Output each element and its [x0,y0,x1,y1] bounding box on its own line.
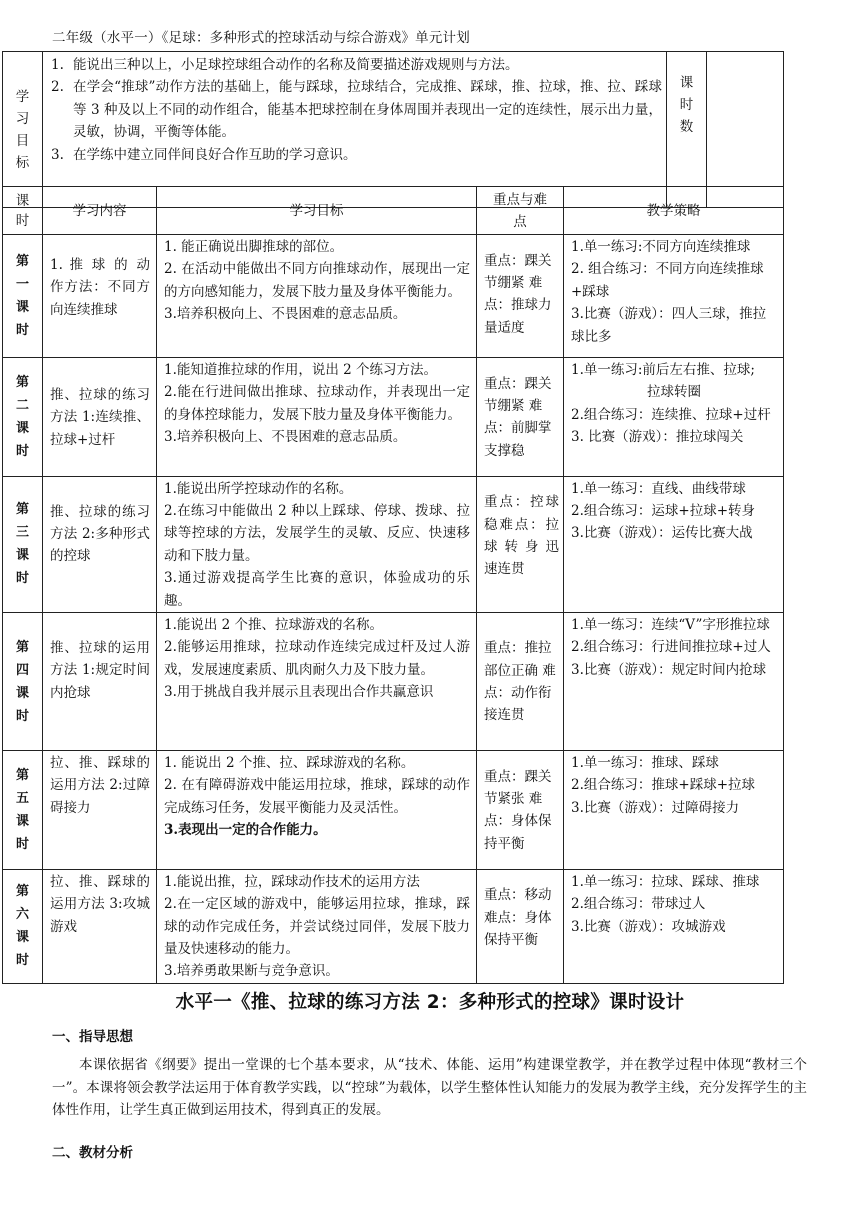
header-objectives: 学习目标 [157,187,477,235]
lesson-plan-table [2,186,784,984]
goal-item-3: 3. 在学练中建立同伴间良好合作互助的学习意识。 [51,146,357,163]
lesson-strategy-3: 1.单一练习：直线、曲线带球 2.组合练习：运球+拉球+转身 3.比赛（游戏）：运传比赛大战 [564,476,784,612]
lesson-label-6: 第 六 课 时 [3,869,43,983]
lesson-label-3: 第 三 课 时 [3,476,43,612]
lesson-keypoints-5: 重点：踝关节紧张 难点：身体保持平衡 [477,751,564,870]
lesson-keypoints-3: 重点：控球稳难点：拉球 转 身 迅速连贯 [477,476,564,612]
lesson-row-1 [3,235,784,358]
lesson-design-title: 水平一《推、拉球的练习方法 2：多种形式的控球》课时设计 [175,992,685,1013]
lesson-objectives-2: 1.能知道推拉球的作用，说出 2 个练习方法。 2.能在行进间做出推球、拉球动作，并表现出一定的身体控球能力，发展下肢力量及身体平衡能力。 3.培养积极向上、不畏困难的意志品质。 [157,358,477,477]
unit-plan-title: 二年级（水平一）《足球：多种形式的控球活动与综合游戏》单元计划 [52,30,470,46]
learning-goals-list [43,52,667,208]
lesson-row-3 [3,476,784,612]
section-heading-material-analysis: 二、教材分析 [52,1145,133,1161]
lesson-label-1: 第 一 课 时 [3,235,43,358]
lesson-content-4: 推、拉球的运用方法 1:规定时间内抢球 [43,613,157,751]
lesson-content-6: 拉、推、踩球的运用方法 3:攻城游戏 [43,869,157,983]
header-keypoints: 重点与难 点 [477,187,564,235]
lesson-content-2: 推、拉球的练习方法 1:连续推、拉球+过杆 [43,358,157,477]
lesson-strategy-5: 1.单一练习：推球、踩球 2.组合练习：推球+踩球+拉球 3.比赛（游戏）：过障碍接力 [564,751,784,870]
table-header-row [3,187,784,235]
section-heading-guiding-thought: 一、指导思想 [52,1029,133,1045]
lesson-objectives-1: 1. 能正确说出脚推球的部位。 2. 在活动中能做出不同方向推球动作，展现出一定的方向感知能力，发展下肢力量及身体平衡能力。 3.培养积极向上、不畏困难的意志品质。 [157,235,477,358]
lesson-label-4: 第 四 课 时 [3,613,43,751]
lesson-strategy-6: 1.单一练习：拉球、踩球、推球 2.组合练习：带球过人 3.比赛（游戏）：攻城游戏 [564,869,784,983]
goal-item-1: 1. 能说出三种以上，小足球控球组合动作的名称及简要描述游戏规则与方法。 [51,57,519,73]
lesson-row-5 [3,751,784,870]
lesson-keypoints-4: 重点：推拉部位正确 难点：动作衔接连贯 [477,613,564,751]
header-lesson: 课 时 [3,187,43,235]
lesson-label-2: 第 二 课 时 [3,358,43,477]
lesson-keypoints-2: 重点：踝关节绷紧 难点：前脚掌支撑稳 [477,358,564,477]
lesson-objectives-4: 1.能说出 2 个推、拉球游戏的名称。 2.能够运用推球，拉球动作连续完成过杆及过人游戏，发展速度素质、肌肉耐久力及下肢力量。 3.用于挑战自我并展示且表现出合作共赢意识 [157,613,477,751]
lesson-label-5: 第 五 课 时 [3,751,43,870]
lesson-strategy-2: 1.单一练习:前后左右推、拉球; 拉球转圈 2.组合练习：连续推、拉球+过杆 3. 比赛（游戏）：推拉球闯关 [564,358,784,477]
header-strategy: 教学策略 [564,187,784,235]
lesson-objectives-6: 1.能说出推，拉，踩球动作技术的运用方法 2.在一定区域的游戏中，能够运用拉球，推球，踩球的动作完成任务，并尝试绕过同伴，发展下肢力量及快速移动的能力。 3.培养勇敢果断与竞争意识。 [157,869,477,983]
lesson-hours-label: 课 时 数 [667,52,707,208]
lesson-row-4 [3,613,784,751]
guiding-thought-paragraph: 本课依据省《纲要》提出一堂课的七个基本要求，从“技术、体能、运用”构建课堂教学，并在教学过程中体现“教材三个一”。本课将领会教学法运用于体育教学实践，以“控球”为载体，以学生整体性认知能力的发展为教学主线，充分发挥学生的主体性作用，让学生真正做到运用技术，得到真正的发展。 [52,1057,807,1118]
lesson-content-3: 推、拉球的练习方法 2:多种形式的控球 [43,476,157,612]
lesson-objectives-3: 1.能说出所学控球动作的名称。 2.在练习中能做出 2 种以上踩球、停球、拨球、拉球等控球的方法，发展学生的灵敏、反应、快速移动和下肢力量。 3.通过游戏提高学生比赛的意识，体验成功的乐趣。 [157,476,477,612]
lesson-objectives-5: 1. 能说出 2 个推、拉、踩球游戏的名称。 2. 在有障碍游戏中能运用拉球，推球，踩球的动作完成练习任务，发展平衡能力及灵活性。 3.表现出一定的合作能力。 [157,751,477,870]
lesson-keypoints-1: 重点：踝关节绷紧 难点：推球力量适度 [477,235,564,358]
lesson-row-2 [3,358,784,477]
lesson-hours-value [707,52,784,208]
lesson-keypoints-6: 重点：移动 难点：身体保持平衡 [477,869,564,983]
goal-item-2: 2. 在学会“推球”动作方法的基础上，能与踩球，拉球结合，完成推、踩球，推、拉球，推、拉、踩球等 3 种及以上不同的动作组合，能基本把球控制在身体周围并表现出一定的连续性，展示出力量，灵敏，协调，平衡等体能。 [51,79,662,141]
lesson-row-6 [3,869,784,983]
lesson-strategy-1: 1.单一练习:不同方向连续推球 2. 组合练习：不同方向连续推球+踩球 3.比赛（游戏）：四人三球，推拉球比多 [564,235,784,358]
lesson-content-1: 1. 推 球 的 动 作方法：不同方向连续推球 [43,235,157,358]
lesson-strategy-4: 1.单一练习：连续“V”字形推拉球 2.组合练习：行进间推拉球+过人 3.比赛（游戏）：规定时间内抢球 [564,613,784,751]
learning-goals-table [2,51,784,208]
lesson-content-5: 拉、推、踩球的运用方法 2:过障碍接力 [43,751,157,870]
learning-goals-label: 学 习 目 标 [3,52,43,208]
header-content: 学习内容 [43,187,157,235]
